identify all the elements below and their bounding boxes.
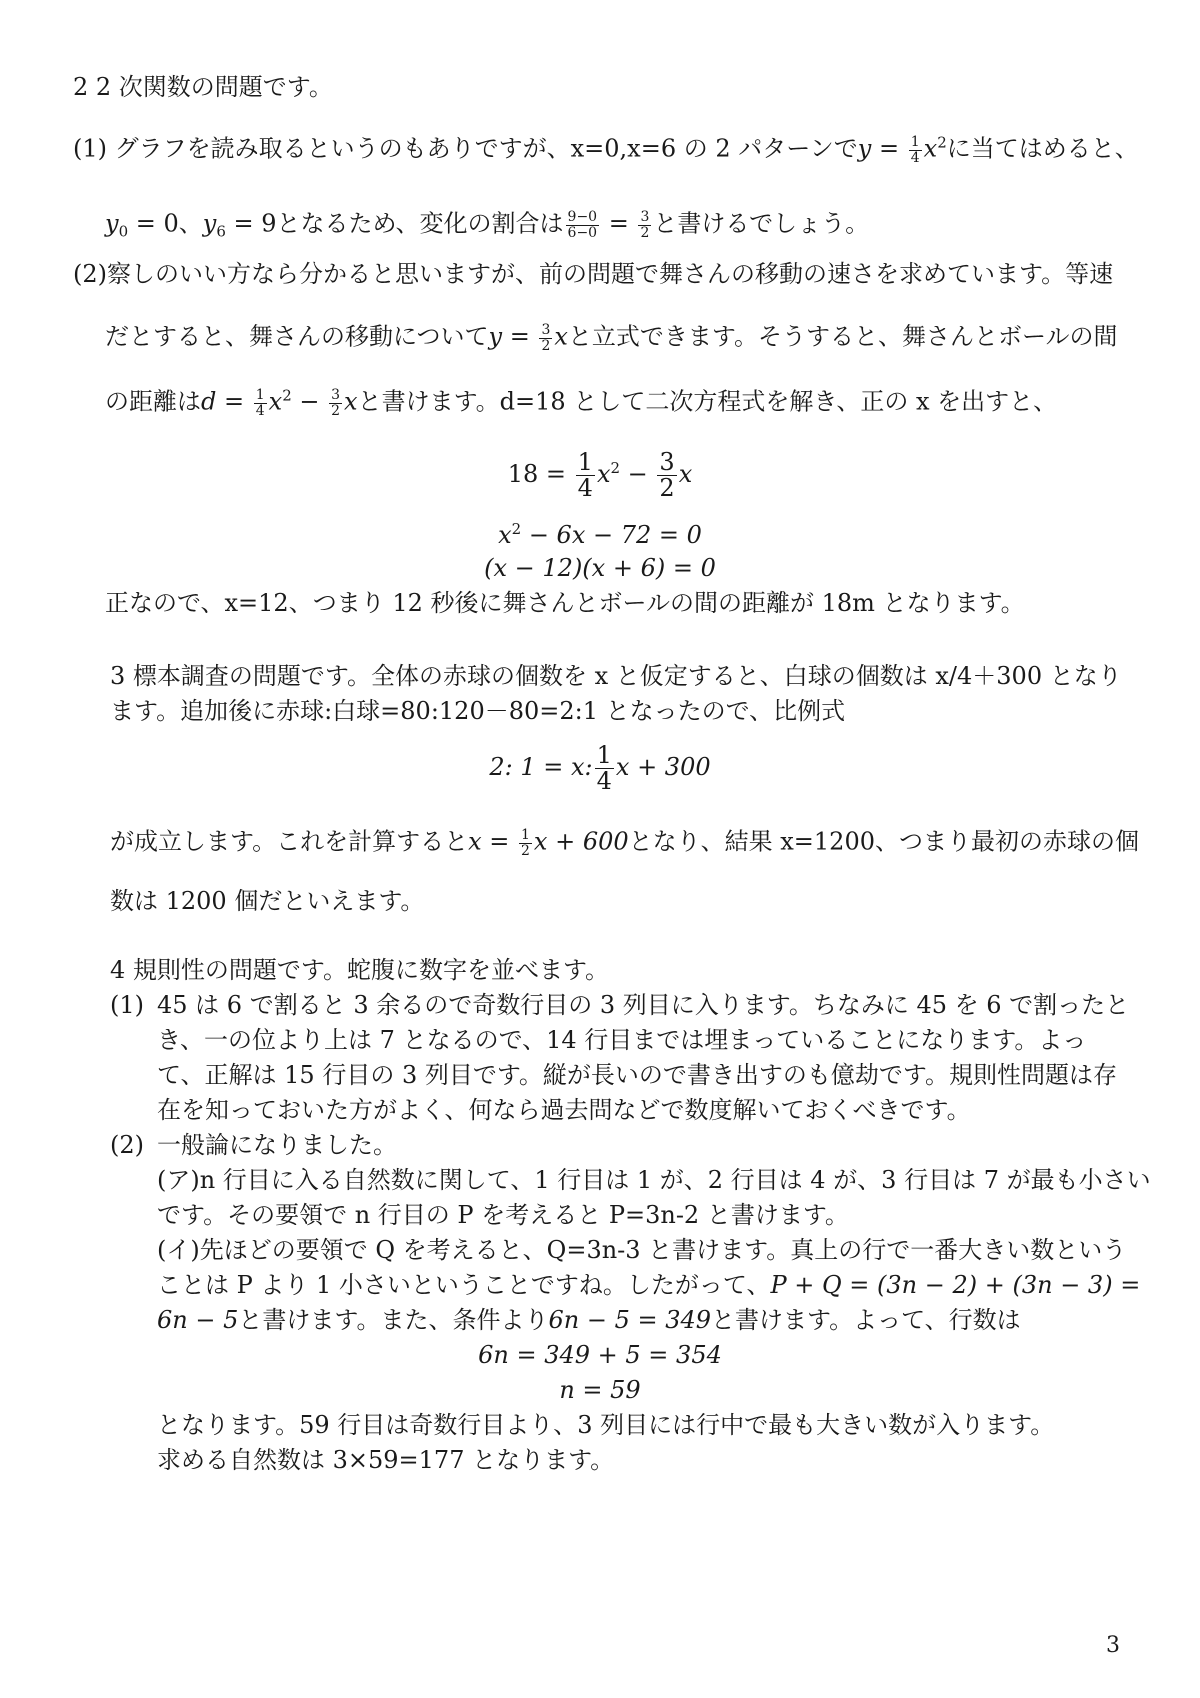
math-expr: P + Q = (3n − 2) + (3n − 3) =	[770, 1271, 1141, 1299]
text: だとすると、舞さんの移動について	[105, 322, 489, 351]
subscript: 6	[216, 222, 226, 241]
fraction	[638, 210, 651, 240]
math-expr: y =	[488, 322, 538, 351]
frac-den: 4	[596, 767, 612, 796]
q2-part2-line2	[105, 323, 1118, 353]
q2-equation-3: (x − 12)(x + 6) = 0	[484, 554, 716, 582]
math-expr: x + 600	[533, 827, 629, 856]
frac-num: 1	[596, 741, 612, 769]
math-var: x	[344, 387, 358, 416]
page-number: 3	[1106, 1633, 1120, 1658]
text: と書けます。また、条件より	[238, 1306, 549, 1334]
math-expr: y =	[857, 134, 907, 163]
q4-part1-line3: て、正解は 15 行目の 3 列目です。縦が長いので書き出すのも億劫です。規則性問題は存	[157, 1061, 1118, 1089]
superscript: 2	[511, 520, 522, 538]
math-expr: x + 300	[615, 753, 711, 782]
math-expr: − 6x − 72 = 0	[521, 521, 702, 549]
frac-den: 2	[331, 402, 341, 419]
fraction	[566, 210, 600, 240]
math-expr: 18 =	[507, 460, 574, 489]
math-expr: x	[923, 134, 938, 163]
math-expr: =	[601, 209, 637, 238]
q3-line1: 3 標本調査の問題です。全体の赤球の個数を x と仮定すると、白球の個数は x/4＋300 となり	[110, 662, 1122, 690]
math-expr: d =	[201, 387, 252, 416]
math-var: x	[268, 387, 283, 416]
q2-heading: 2 2 次関数の問題です。	[73, 73, 333, 101]
fraction	[595, 743, 614, 794]
subscript: 0	[118, 222, 129, 241]
math-var: y	[202, 209, 217, 238]
q2-equation-1	[0, 450, 1200, 501]
math-expr: 6n − 5 = 349	[548, 1306, 712, 1334]
q2-part2-line3	[105, 388, 1057, 418]
q2-part1-label: (1)	[73, 134, 107, 163]
math-var: x	[596, 460, 611, 489]
q4-part1-line1: 45 は 6 で割ると 3 余るので奇数行目の 3 列目に入ります。ちなみに 45 を 6 で割ったと	[157, 991, 1130, 1019]
text: 察しのいい方なら分かると思いますが、前の問題で舞さんの移動の速さを求めています。等速	[107, 260, 1114, 288]
frac-num: 1	[255, 387, 265, 403]
q4-conclusion-line2: 求める自然数は 3×59=177 となります。	[157, 1446, 615, 1474]
text: が成立します。これを計算すると	[110, 827, 469, 856]
text: と書けます。d=18 として二次方程式を解き、正の x を出すと、	[357, 387, 1058, 416]
q4-part1-line2: き、一の位より上は 7 となるので、14 行目までは埋まっていることになります。よっ	[157, 1026, 1087, 1054]
q4-part2-b-line3	[157, 1308, 1021, 1332]
frac-num: 1	[577, 448, 593, 476]
q3-line4: 数は 1200 個だといえます。	[110, 887, 425, 915]
q2-part2-line1	[73, 262, 1113, 286]
q3-equation	[0, 743, 1200, 794]
frac-den: 6−0	[567, 224, 598, 241]
text: と書けます。よって、行数は	[711, 1306, 1021, 1334]
superscript: 2	[282, 386, 292, 405]
math-var: x	[498, 521, 512, 549]
text: の距離は	[105, 387, 201, 416]
q2-part1-line2	[105, 210, 869, 240]
text: と書けるでしょう。	[653, 209, 870, 238]
math-expr: 2: 1 = x:	[489, 753, 593, 782]
q4-part2-a-line1: (ア)n 行目に入る自然数に関して、1 行目は 1 が、2 行目は 4 が、3 行目は 7 が最も小さい	[157, 1166, 1151, 1194]
q4-part2-b-line2	[157, 1273, 1140, 1297]
q4-part2-line1: 一般論になりました。	[157, 1131, 397, 1159]
math-expr: 6n − 5	[157, 1306, 239, 1334]
frac-num: 3	[659, 448, 675, 476]
q2-equation-2	[0, 522, 1200, 547]
q2-conclusion: 正なので、x=12、つまり 12 秒後に舞さんとボールの間の距離が 18m となります。	[105, 589, 1025, 617]
frac-den: 2	[541, 337, 551, 354]
frac-num: 1	[521, 827, 530, 843]
fraction	[329, 388, 342, 418]
q3-line3	[110, 828, 1139, 858]
frac-den: 2	[640, 224, 650, 241]
q4-part1-line4: 在を知っておいた方がよく、何なら過去問などで数度解いておくべきです。	[157, 1096, 971, 1124]
q4-equation-2: n = 59	[559, 1376, 641, 1404]
frac-den: 2	[659, 474, 675, 503]
q4-conclusion-line1: となります。59 行目は奇数行目より、3 列目には行中で最も大きい数が入ります。	[157, 1411, 1055, 1439]
q2-part1-line1	[73, 135, 1139, 165]
q4-part2-a-line2: です。その要領で n 行目の P を考えると P=3n-2 と書けます。	[157, 1201, 849, 1229]
frac-num: 1	[910, 134, 920, 150]
fraction	[657, 450, 676, 501]
fraction	[909, 135, 922, 165]
q4-equation-1: 6n = 349 + 5 = 354	[478, 1341, 722, 1369]
math-var: y	[105, 209, 119, 238]
text: となり、結果 x=1200、つまり最初の赤球の個	[628, 827, 1139, 856]
math-expr: = 9	[225, 209, 277, 238]
math-var: x	[554, 322, 568, 351]
fraction	[576, 450, 595, 501]
text: グラフを読み取るというのもありですが、x=0,x=6 の 2 パターンで	[114, 134, 858, 163]
math-var: x	[678, 460, 693, 489]
text: ことは P より 1 小さいということですね。したがって、	[157, 1271, 771, 1299]
q3-line2: ます。追加後に赤球:白球=80:120－80=2:1 となったので、比例式	[110, 697, 846, 725]
q4-part2-b-line1: (イ)先ほどの要領で Q を考えると、Q=3n-3 と書けます。真上の行で一番大きい数という	[157, 1236, 1127, 1264]
q2-part2-label: (2)	[73, 260, 107, 288]
fraction	[539, 323, 552, 353]
frac-den: 2	[521, 842, 530, 859]
frac-num: 9−0	[567, 209, 598, 225]
frac-den: 4	[910, 149, 920, 166]
math-expr: = 0	[128, 209, 179, 238]
frac-den: 4	[255, 402, 265, 419]
superscript: 2	[937, 133, 947, 152]
q4-heading: 4 規則性の問題です。蛇腹に数字を並べます。	[110, 956, 610, 984]
fraction	[519, 828, 532, 858]
text: と立式できます。そうすると、舞さんとボールの間	[567, 322, 1118, 351]
text: となるため、変化の割合は	[276, 209, 564, 238]
text: 、	[178, 209, 203, 238]
frac-num: 3	[331, 387, 341, 403]
q4-part2-label: (2)	[110, 1131, 144, 1159]
fraction	[254, 388, 267, 418]
q4-part1-label: (1)	[110, 991, 144, 1019]
frac-den: 4	[577, 474, 593, 503]
superscript: 2	[610, 459, 621, 478]
frac-num: 3	[640, 209, 650, 225]
frac-num: 3	[541, 322, 551, 338]
math-expr: x =	[468, 827, 517, 856]
text: に当てはめると、	[946, 134, 1139, 163]
math-expr: −	[291, 387, 328, 416]
math-expr: −	[620, 460, 656, 489]
